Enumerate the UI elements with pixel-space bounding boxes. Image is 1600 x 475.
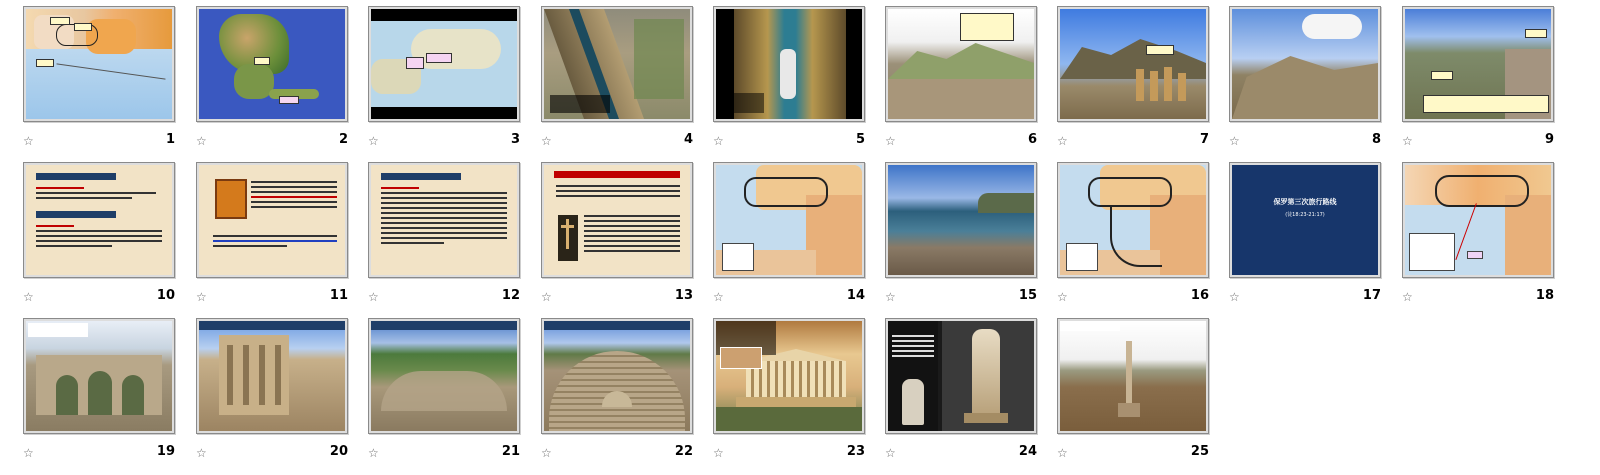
slide-thumbnail-6[interactable] xyxy=(885,6,1037,146)
slide-frame xyxy=(541,318,693,434)
slide-star-icon[interactable]: ☆ xyxy=(713,290,724,304)
temple-illustration xyxy=(716,321,862,431)
slide-number: 5 xyxy=(855,132,865,147)
slide-thumbnail-3[interactable] xyxy=(368,6,520,146)
slide-star-icon[interactable]: ☆ xyxy=(885,446,896,460)
slide-frame xyxy=(1402,6,1554,122)
slide-star-icon[interactable]: ☆ xyxy=(541,134,552,148)
slide-thumbnail-20[interactable] xyxy=(196,318,348,458)
slide-thumbnail-16[interactable] xyxy=(1057,162,1209,302)
slide-frame xyxy=(1057,318,1209,434)
theater-ruins-photo xyxy=(371,321,517,431)
slide-thumbnail-5[interactable] xyxy=(713,6,865,146)
library-ruins-photo xyxy=(199,321,345,431)
slide-number: 6 xyxy=(1027,132,1037,147)
slide-frame xyxy=(885,162,1037,278)
text-slide xyxy=(371,165,517,275)
slide-number: 25 xyxy=(1190,444,1209,459)
slide-frame xyxy=(23,6,175,122)
slide-frame xyxy=(23,162,175,278)
slide-number: 23 xyxy=(846,444,865,459)
slide-thumbnail-1[interactable] xyxy=(23,6,175,146)
text-slide xyxy=(26,165,172,275)
slide-star-icon[interactable]: ☆ xyxy=(713,446,724,460)
slide-frame xyxy=(1229,162,1381,278)
map-image xyxy=(1405,165,1551,275)
slide-star-icon[interactable]: ☆ xyxy=(23,134,34,148)
canal-photo xyxy=(544,9,690,119)
slide-star-icon[interactable]: ☆ xyxy=(23,446,34,460)
slide-thumbnail-21[interactable] xyxy=(368,318,520,458)
amphitheater-photo xyxy=(544,321,690,431)
slide-number: 2 xyxy=(338,132,348,147)
canal-ship-photo xyxy=(716,9,862,119)
slide-thumbnail-8[interactable] xyxy=(1229,6,1381,146)
slide-frame xyxy=(1057,6,1209,122)
slide-frame xyxy=(1402,162,1554,278)
slide-star-icon[interactable]: ☆ xyxy=(541,290,552,304)
slide-star-icon[interactable]: ☆ xyxy=(1229,134,1240,148)
slide-number: 11 xyxy=(329,288,348,303)
slide-frame xyxy=(1057,162,1209,278)
map-image xyxy=(26,9,172,119)
slide-number: 14 xyxy=(846,288,865,303)
slide-star-icon[interactable]: ☆ xyxy=(1057,446,1068,460)
slide-number: 16 xyxy=(1190,288,1209,303)
slide-number: 19 xyxy=(156,444,175,459)
title-slide-heading: 保罗第三次旅行路线 xyxy=(1273,198,1337,206)
slide-number: 1 xyxy=(165,132,175,147)
slide-number: 10 xyxy=(156,288,175,303)
slide-star-icon[interactable]: ☆ xyxy=(1402,134,1413,148)
slide-frame xyxy=(713,318,865,434)
slide-number: 17 xyxy=(1362,288,1381,303)
slide-frame xyxy=(368,6,520,122)
slide-thumbnail-10[interactable] xyxy=(23,162,175,302)
slide-frame xyxy=(1229,6,1381,122)
slide-thumbnail-11[interactable] xyxy=(196,162,348,302)
slide-thumbnail-14[interactable] xyxy=(713,162,865,302)
slide-star-icon[interactable]: ☆ xyxy=(196,446,207,460)
slide-star-icon[interactable]: ☆ xyxy=(23,290,34,304)
slide-number: 13 xyxy=(674,288,693,303)
slide-frame xyxy=(541,162,693,278)
slide-thumbnail-7[interactable] xyxy=(1057,6,1209,146)
slide-number: 21 xyxy=(501,444,520,459)
title-slide-subtitle: (徒18:23-21:17) xyxy=(1285,212,1325,218)
slide-number: 24 xyxy=(1018,444,1037,459)
slide-frame xyxy=(196,318,348,434)
hilltop-photo xyxy=(1232,9,1378,119)
slide-frame xyxy=(368,162,520,278)
text-image-slide xyxy=(199,165,345,275)
slide-frame xyxy=(713,162,865,278)
slide-thumbnail-19[interactable] xyxy=(23,318,175,458)
slide-number: 8 xyxy=(1371,132,1381,147)
slide-star-icon[interactable]: ☆ xyxy=(368,134,379,148)
slide-frame xyxy=(541,6,693,122)
slide-thumbnail-9[interactable] xyxy=(1402,6,1554,146)
slide-frame xyxy=(368,318,520,434)
slide-thumbnail-2[interactable] xyxy=(196,6,348,146)
slide-frame xyxy=(196,162,348,278)
map-image xyxy=(716,165,862,275)
slide-thumbnail-23[interactable] xyxy=(713,318,865,458)
slide-number: 20 xyxy=(329,444,348,459)
slide-star-icon[interactable]: ☆ xyxy=(1402,290,1413,304)
slide-frame xyxy=(885,318,1037,434)
gate-ruins-photo xyxy=(26,321,172,431)
slide-number: 9 xyxy=(1544,132,1554,147)
slide-number: 7 xyxy=(1199,132,1209,147)
slide-frame xyxy=(196,6,348,122)
slide-star-icon[interactable]: ☆ xyxy=(1057,290,1068,304)
title-slide xyxy=(1232,165,1378,275)
slide-thumbnail-12[interactable] xyxy=(368,162,520,302)
coast-photo xyxy=(888,165,1034,275)
text-image-slide xyxy=(544,165,690,275)
column-ruins-photo xyxy=(1060,321,1206,431)
slide-star-icon[interactable]: ☆ xyxy=(1057,134,1068,148)
slide-star-icon[interactable]: ☆ xyxy=(885,290,896,304)
mountain-photo xyxy=(888,9,1034,119)
slide-thumbnail-13[interactable] xyxy=(541,162,693,302)
slide-star-icon[interactable]: ☆ xyxy=(541,446,552,460)
slide-thumbnail-4[interactable] xyxy=(541,6,693,146)
slide-star-icon[interactable]: ☆ xyxy=(713,134,724,148)
slide-number: 15 xyxy=(1018,288,1037,303)
slide-star-icon[interactable]: ☆ xyxy=(1229,290,1240,304)
slide-thumbnail-15[interactable] xyxy=(885,162,1037,302)
slide-frame xyxy=(713,6,865,122)
slide-star-icon[interactable]: ☆ xyxy=(368,446,379,460)
slide-number: 22 xyxy=(674,444,693,459)
slide-thumbnail-25[interactable] xyxy=(1057,318,1209,458)
temple-ruins-photo xyxy=(1060,9,1206,119)
slide-thumbnail-18[interactable] xyxy=(1402,162,1554,302)
slide-frame xyxy=(885,6,1037,122)
slide-number: 18 xyxy=(1535,288,1554,303)
slide-star-icon[interactable]: ☆ xyxy=(196,134,207,148)
slide-thumbnail-24[interactable] xyxy=(885,318,1037,458)
statue-photo xyxy=(888,321,1034,431)
map-image xyxy=(371,9,517,119)
landscape-photo xyxy=(1405,9,1551,119)
slide-thumbnail-17[interactable] xyxy=(1229,162,1381,302)
slide-thumbnail-22[interactable] xyxy=(541,318,693,458)
slide-star-icon[interactable]: ☆ xyxy=(196,290,207,304)
slide-number: 3 xyxy=(510,132,520,147)
slide-number: 4 xyxy=(683,132,693,147)
slide-star-icon[interactable]: ☆ xyxy=(368,290,379,304)
slide-star-icon[interactable]: ☆ xyxy=(885,134,896,148)
map-image xyxy=(199,9,345,119)
map-image xyxy=(1060,165,1206,275)
slide-number: 12 xyxy=(501,288,520,303)
slide-frame xyxy=(23,318,175,434)
